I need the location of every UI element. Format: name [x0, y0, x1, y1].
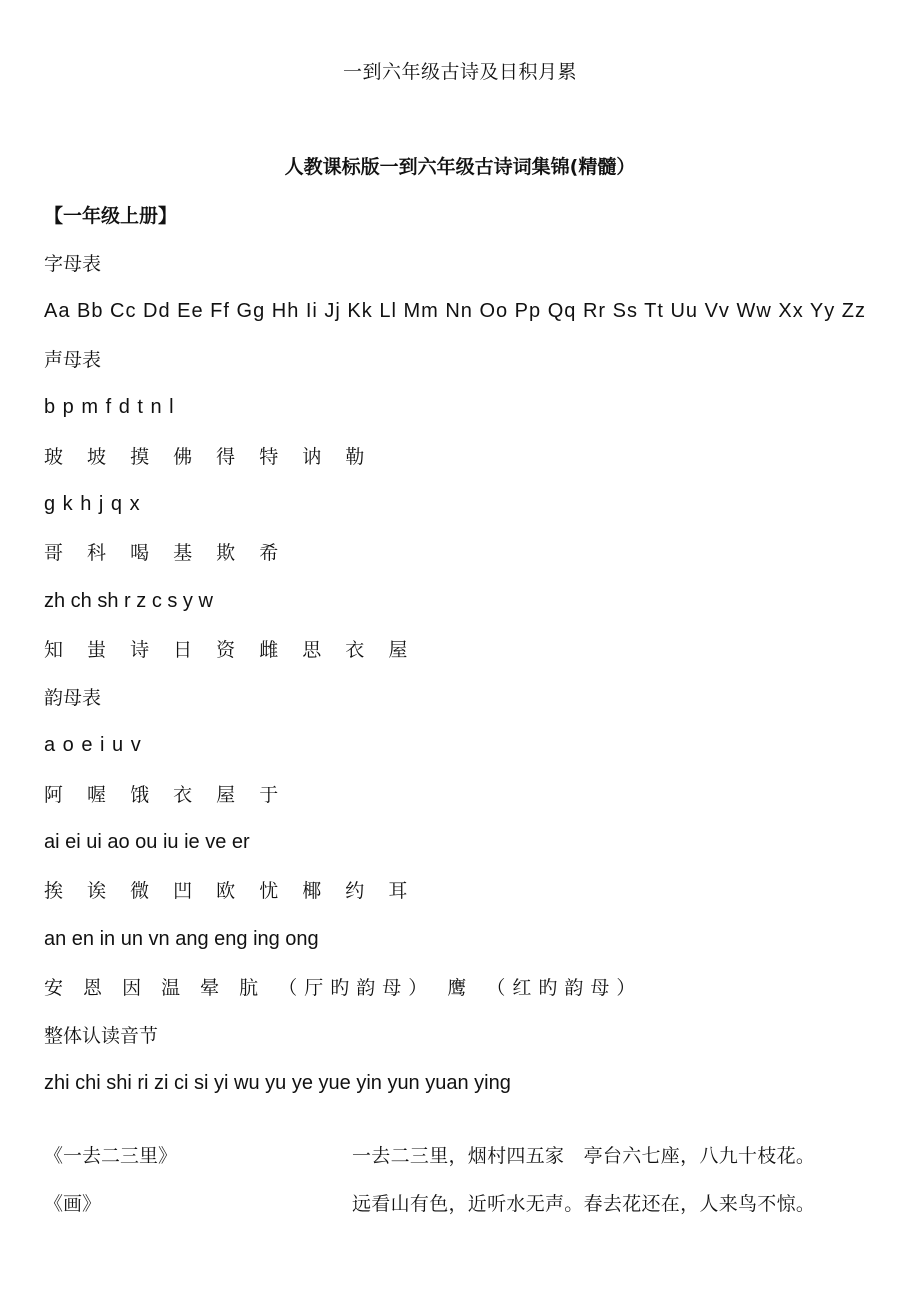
finals-pinyin-row-1: a o e i u v: [44, 734, 142, 756]
document-title: 一到六年级古诗及日积月累: [342, 61, 577, 83]
poem-row: [0, 1190, 920, 1220]
initials-pinyin-row-3: zh ch sh r z c s y w: [44, 590, 213, 612]
initials-hanzi-row-2: 哥 科 喝 基 欺 希: [44, 542, 288, 564]
poem-text: 远看山有色，近听水无声。春去花还在，人来鸟不惊。: [352, 1193, 816, 1215]
poem-title: 《画》: [44, 1193, 102, 1215]
poem-row: [0, 1142, 920, 1172]
initials-pinyin-row-1: b p m f d t n l: [44, 396, 175, 418]
initials-hanzi-row-1: 玻 坡 摸 佛 得 特 讷 勒: [44, 446, 374, 468]
document-subtitle: 人教课标版一到六年级古诗词集锦(精髓）: [284, 156, 636, 178]
syllables-pinyin: zhi chi shi ri zi ci si yi wu yu ye yue yin yun yuan ying: [44, 1072, 511, 1094]
finals-pinyin-row-3: an en in un vn ang eng ing ong: [44, 928, 319, 950]
finals-heading: 韵母表: [44, 687, 102, 709]
initials-hanzi-row-3: 知 蚩 诗 日 资 雌 思 衣 屋: [44, 639, 417, 661]
finals-hanzi-row-3: 安 恩 因 温 晕 肮 （厅旳韵母） 鹰 （红旳韵母）: [44, 977, 643, 999]
alphabet-letters: Aa Bb Cc Dd Ee Ff Gg Hh Ii Jj Kk Ll Mm Nn Oo Pp Qq Rr Ss Tt Uu Vv Ww Xx Yy Zz: [44, 300, 867, 322]
syllables-heading: 整体认读音节: [44, 1025, 159, 1047]
initials-heading: 声母表: [44, 349, 102, 371]
section-heading: 【一年级上册】: [44, 205, 178, 227]
initials-pinyin-row-2: g k h j q x: [44, 493, 141, 515]
poem-text: 一去二三里，烟村四五家 亭台六七座，八九十枝花。: [352, 1145, 816, 1167]
alphabet-heading: 字母表: [44, 253, 102, 275]
finals-hanzi-row-2: 挨 诶 微 凹 欧 忧 椰 约 耳: [44, 880, 417, 902]
poem-title: 《一去二三里》: [44, 1145, 178, 1167]
finals-hanzi-row-1: 阿 喔 饿 衣 屋 于: [44, 784, 288, 806]
finals-pinyin-row-2: ai ei ui ao ou iu ie ve er: [44, 831, 250, 853]
